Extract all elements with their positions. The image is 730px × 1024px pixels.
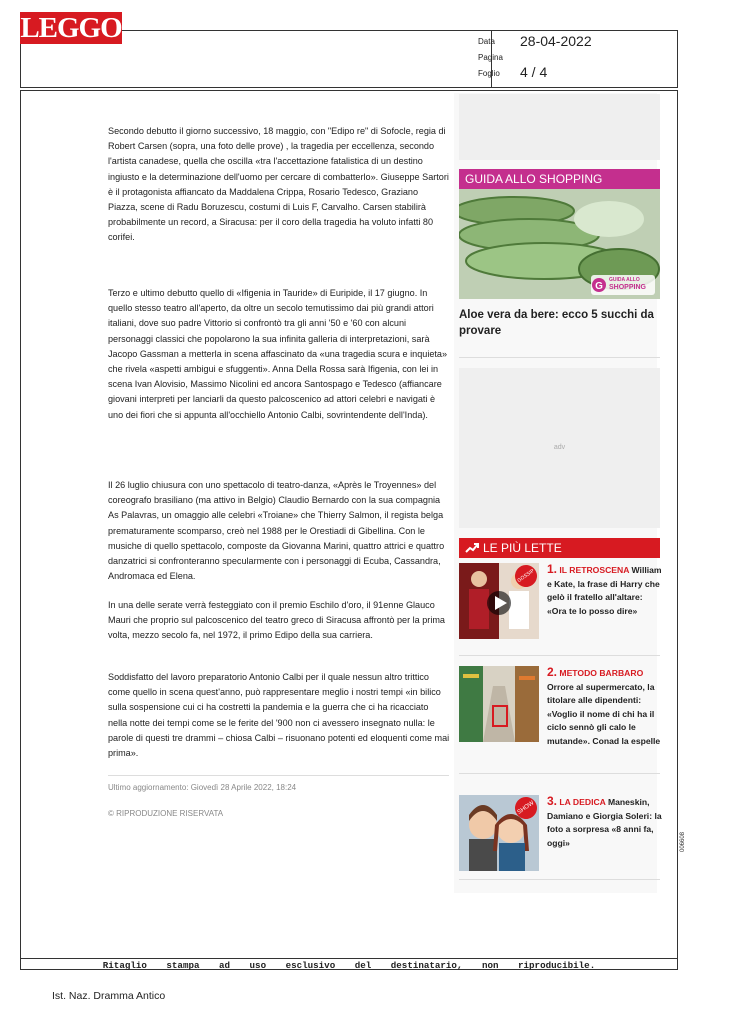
leggo-logo: LEGGO bbox=[20, 12, 122, 44]
sidebar-divider bbox=[459, 655, 660, 656]
most-read-item-2[interactable] bbox=[547, 666, 662, 749]
adv-label: adv bbox=[553, 444, 566, 451]
show-badge: SHOW bbox=[511, 795, 539, 823]
aloe-vera-image[interactable] bbox=[459, 189, 660, 299]
pagina-label: Pagina bbox=[478, 53, 503, 62]
item-headline: William e Kate, la frase di Harry che gelò il fratello all'altare: «Ora te lo posso dire» bbox=[547, 565, 662, 616]
source-label: Ist. Naz. Dramma Antico bbox=[52, 990, 166, 1002]
gossip-badge: GOSSIP bbox=[511, 563, 539, 591]
shopping-article-title[interactable]: Aloe vera da bere: ecco 5 succhi da provare bbox=[459, 309, 654, 337]
reproduction-notice: Ritaglio stampa ad uso esclusivo del destinatario, non riproducibile. bbox=[20, 958, 678, 971]
item-number: 1. bbox=[547, 562, 558, 576]
article-paragraph: Secondo debutto il giorno successivo, 18 maggio, con "Edipo re" di Sofocle, regia di Robert Carsen (sopra, una foto delle prove) , la tragedia per eccellenza, secondo l'artista canadese, quella che oscilla «tra l'accettazione fatalistica di un destino ingiusto e la determinazione dell'uomo per cercare di combatterlo». Giuseppe Sartori è il protagonista affiancato da Maddalena Crippa, Rosario Tedesco, Graziano Piazza, scene di Radu Boruzescu, costumi di Luis F, Carvalho. Carsen stabilirà probabilmente un record, a Siracusa: per il coro della tragedia ha voluto infatti 80 corifei. bbox=[108, 126, 449, 243]
supermarket-photo bbox=[459, 666, 539, 742]
data-label: Data bbox=[478, 37, 495, 46]
article-paragraph: Terzo e ultimo debutto quello di «Ifigenia in Tauride» di Euripide, il 17 giugno. In quello stesso teatro all'aperto, da oltre un secolo temutissimo dai più grandi attori italiani, dove suo padre Vittorio si confrontò tra gli anni '50 e '60 con alcuni personaggi classici che popolarono la sua infinita galleria di interpretazioni, sarà Jacopo Gassman a metterla in scena affascinato da «una tragedia scura e inquieta» che rivela «aspetti ambigui e sfuggenti». Anna Della Rossa sarà Ifigenia, con lei in scena Ivan Alovisio, Massimo Nicolini ed ancora Santospago e Tedesco (affiancare giovani interpreti per lanciarli da questo palcoscenico ad attori celebri e navigati è uno dei fiori che si appunta all'occhiello Antonio Calbi, sovrintendente dell'Inda). bbox=[108, 288, 448, 420]
shopping-header[interactable]: GUIDA ALLO SHOPPING bbox=[459, 169, 660, 189]
data-value: 28-04-2022 bbox=[520, 33, 592, 49]
most-read-label: LE PIÙ LETTE bbox=[483, 541, 562, 555]
sidebar-divider bbox=[459, 879, 660, 880]
item-category: IL RETROSCENA bbox=[559, 565, 630, 575]
article-paragraph: Soddisfatto del lavoro preparatorio Antonio Calbi per il quale nessun altro trittico come quello in scena quest'anno, può rappresentare meglio i nostri tempi «in bilico sulla sospensione cui ci ha costretti la pandemia e la guerra che ci ha ricacciato nella notte dei tempi come se le ferite del '900 non ci avessero insegnato nulla: le parole di questi tre drammi – chiosa Calbi – risuonano potenti ed eloquenti come mai prima». bbox=[108, 672, 450, 759]
item-category: LA DEDICA bbox=[559, 797, 606, 807]
svg-text:G: G bbox=[595, 281, 603, 292]
most-read-image-3[interactable] bbox=[459, 795, 539, 871]
rights-notice: © RIPRODUZIONE RISERVATA bbox=[108, 809, 224, 818]
item-headline: Orrore al supermercato, la titolare alle dipendenti: «Voglio il nome di chi ha il ciclo sennò gli calo le mutande». Conad la espelle bbox=[547, 681, 661, 746]
most-read-item-3[interactable] bbox=[547, 795, 662, 850]
article-paragraph: Il 26 luglio chiusura con uno spettacolo di teatro-danza, «Après le Troyennes» del coreografo brasiliano (ma attivo in Belgio) Claudio Bernardo con la sua compagnia As Palavras, un omaggio alle celebri «Troiane» che Thierry Salmon, il regista belga prematuramente scomparso, creò nel 1988 per le Orestiadi di Gibellina. Con le musiche di quello spettacolo, composte da Giovanna Marini, quattro attrici e quattro danzatrici si confronteranno specularmente con i personaggi di Ecuba, Cassandra, Andromaca ed Elena. bbox=[108, 480, 445, 582]
side-code: 006608 bbox=[680, 831, 686, 852]
sidebar-divider bbox=[459, 773, 660, 774]
shopping-badge-top: GUIDA ALLO bbox=[609, 277, 640, 283]
sidebar-divider bbox=[459, 357, 660, 358]
article-paragraph: In una delle serate verrà festeggiato con il premio Eschilo d'oro, il 91enne Glauco Mauri che proprio sul palcoscenico del teatro greco di Siracusa affrontò per la prima volta, mezzo secolo fa, nel 1972, il primo Edipo della sua carriera. bbox=[108, 600, 445, 641]
ad-placeholder-top bbox=[459, 94, 660, 160]
foglio-label: Foglio bbox=[478, 69, 500, 78]
most-read-header bbox=[459, 538, 660, 558]
most-read-image-2[interactable] bbox=[459, 666, 539, 742]
last-update: Ultimo aggiornamento: Giovedì 28 Aprile 2022, 18:24 bbox=[108, 783, 297, 792]
most-read-item-1[interactable] bbox=[547, 563, 662, 618]
trending-up-icon bbox=[465, 542, 479, 554]
foglio-value: 4 / 4 bbox=[520, 64, 548, 80]
item-number: 3. bbox=[547, 794, 558, 808]
shopping-badge-bottom: SHOPPING bbox=[609, 284, 646, 291]
item-number: 2. bbox=[547, 665, 558, 679]
article-divider bbox=[108, 775, 449, 776]
most-read-image-1[interactable] bbox=[459, 563, 539, 639]
item-category: METODO BARBARO bbox=[559, 668, 644, 678]
item-headline: Maneskin, Damiano e Giorgia Soleri: la foto a sorpresa «8 anni fa, oggi» bbox=[547, 797, 662, 848]
